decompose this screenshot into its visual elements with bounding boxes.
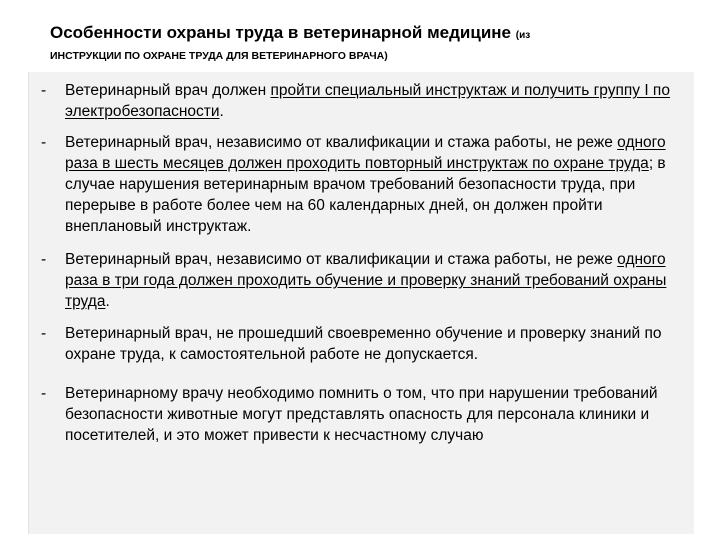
item-text-plain: Ветеринарный врач, не прошедший своевременно обучение и проверку знаний по охране труда, к самостоятельной работе не допускается. — [65, 325, 662, 363]
bullet-dash: - — [41, 385, 47, 402]
item-text-tail: . — [105, 293, 110, 310]
list-item-text — [65, 323, 691, 365]
bullet-dash: - — [41, 82, 47, 99]
item-text-tail: . — [219, 103, 224, 120]
content-panel — [28, 72, 694, 534]
item-text-plain: Ветеринарный врач, независимо от квалификации и стажа работы, не реже — [65, 251, 618, 268]
item-text-underlined: пройти специальный инструктаж и получить группу I по электробезопасности — [65, 82, 670, 120]
bullet-dash: - — [41, 134, 47, 151]
list-item-4 — [41, 323, 691, 365]
list-item-text — [65, 80, 691, 122]
item-text-tail: ; в случае нарушения ветеринарным врачом требований безопасности труда, при перерыве в работе более чем на 60 календарных дней, он должен пройти внеплановый инструктаж. — [65, 155, 666, 235]
bullet-dash: - — [41, 325, 47, 342]
list-item-2 — [41, 132, 691, 237]
slide-title-main: Особенности охраны труда в ветеринарной медицине — [50, 23, 511, 42]
slide-header — [50, 22, 700, 63]
item-text-underlined: одного раза в три года должен проходить обучение и проверку знаний требований охраны труда — [65, 251, 667, 310]
item-text-plain: Ветеринарный врач должен — [65, 82, 271, 99]
list-item-1 — [41, 80, 691, 122]
list-item-text — [65, 249, 691, 312]
list-item-text — [65, 132, 691, 237]
slide-title — [50, 22, 700, 47]
bullet-dash: - — [41, 251, 47, 268]
list-item-text — [65, 383, 691, 446]
item-text-plain: Ветеринарному врачу необходимо помнить о том, что при нарушении требований безопасности животные могут представлять опасность для персонала клиники и посетителей, и это может привести к несчастному случаю — [65, 385, 658, 444]
item-text-plain: Ветеринарный врач, независимо от квалификации и стажа работы, не реже — [65, 134, 618, 151]
list-item-5 — [41, 383, 691, 446]
item-text-underlined: одного раза в шесть месяцев должен проходить повторный инструктаж по охране труда — [65, 134, 666, 172]
list-item-3 — [41, 249, 691, 312]
slide-subtitle: ИНСТРУКЦИИ ПО ОХРАНЕ ТРУДА ДЛЯ ВЕТЕРИНАРНОГО ВРАЧА) — [50, 50, 388, 62]
slide-title-suffix: (из — [515, 30, 531, 41]
